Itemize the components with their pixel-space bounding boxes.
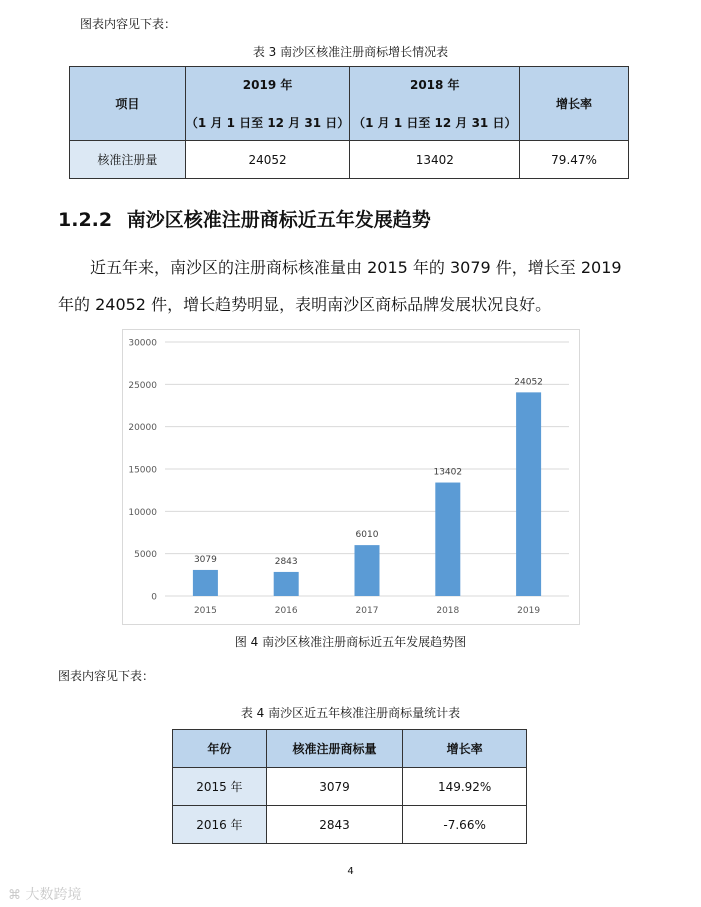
- x-tick-label: 2016: [274, 606, 298, 616]
- table3-header-item: 项目: [70, 67, 186, 141]
- data-label: 13402: [433, 467, 463, 478]
- x-tick-label: 2019: [517, 606, 541, 616]
- table-row: [173, 768, 527, 806]
- table3-header-2018-range: （1 月 1 日至 12 月 31 日）: [353, 115, 517, 130]
- table3-header-2018-year: 2018 年: [409, 77, 460, 92]
- y-tick-label: 5000: [134, 550, 157, 561]
- table4-row-growth: -7.66%: [403, 806, 527, 844]
- data-label: 2843: [274, 556, 298, 567]
- y-tick-label: 25000: [128, 380, 157, 391]
- table3-header-2018: [350, 67, 520, 141]
- table-row: [173, 806, 527, 844]
- paragraph-line-2: 年的 24052 件，增长趋势明显，表明南沙区商标品牌发展状况良好。: [58, 295, 552, 314]
- table4-row-growth: 149.92%: [403, 768, 527, 806]
- section-heading: [58, 205, 431, 232]
- section-title: 南沙区核准注册商标近五年发展趋势: [126, 209, 431, 231]
- table4-header-count: 核准注册商标量: [266, 730, 403, 768]
- paragraph-line-1: 近五年来，南沙区的注册商标核准量由 2015 年的 3079 件，增长至 2019: [90, 258, 622, 277]
- y-tick-label: 30000: [128, 338, 157, 349]
- watermark: [8, 884, 81, 904]
- table3-row-label: 核准注册量: [70, 141, 186, 179]
- table4-caption: 表 4 南沙区近五年核准注册商标量统计表: [240, 706, 461, 720]
- bar: [355, 545, 380, 596]
- table4-header-growth: 增长率: [403, 730, 527, 768]
- table3-header-growth: 增长率: [520, 67, 629, 141]
- table4-header-row: [173, 730, 527, 768]
- x-tick-label: 2017: [355, 606, 379, 616]
- watermark-text: 大数跨境: [25, 887, 82, 903]
- bar: [516, 392, 541, 596]
- table4-row-year: 2015 年: [173, 768, 267, 806]
- y-tick-label: 0: [151, 592, 157, 603]
- y-tick-label: 20000: [128, 423, 157, 434]
- watermark-logo-icon: ⌘: [8, 888, 21, 903]
- y-tick-label: 15000: [128, 465, 157, 476]
- page-number: 4: [347, 866, 354, 877]
- table3-cell-2019: 24052: [185, 141, 350, 179]
- table3-header-2019: [185, 67, 350, 141]
- bar: [435, 483, 460, 596]
- table3-header-2019-range: （1 月 1 日至 12 月 31 日）: [185, 115, 350, 130]
- table3-header-row: [70, 67, 629, 141]
- data-label: 3079: [193, 554, 217, 565]
- x-tick-label: 2015: [193, 606, 217, 616]
- table3-cell-growth: 79.47%: [520, 141, 629, 179]
- table3-cell-2018: 13402: [350, 141, 520, 179]
- intro-text-2: 图表内容见下表：: [58, 669, 155, 683]
- chart-container: [122, 329, 580, 625]
- table4-row-count: 2843: [266, 806, 403, 844]
- bar-chart: [123, 330, 579, 624]
- figure-caption: 图 4 南沙区核准注册商标近五年发展趋势图: [234, 635, 467, 649]
- table3: [69, 66, 629, 179]
- y-tick-label: 10000: [128, 507, 157, 518]
- table3-caption: 表 3 南沙区核准注册商标增长情况表: [252, 45, 449, 59]
- section-number: 1.2.2: [58, 209, 113, 231]
- table4-row-year: 2016 年: [173, 806, 267, 844]
- bar: [274, 572, 299, 596]
- table4-header-year: 年份: [173, 730, 267, 768]
- bar: [193, 570, 218, 596]
- data-label: 6010: [355, 530, 379, 541]
- table4: [172, 729, 527, 844]
- table4-row-count: 3079: [266, 768, 403, 806]
- x-tick-label: 2018: [436, 606, 460, 616]
- table-row: [70, 141, 629, 179]
- intro-text-1: 图表内容见下表：: [80, 17, 177, 31]
- table3-header-2019-year: 2019 年: [242, 77, 293, 92]
- data-label: 24052: [514, 377, 543, 388]
